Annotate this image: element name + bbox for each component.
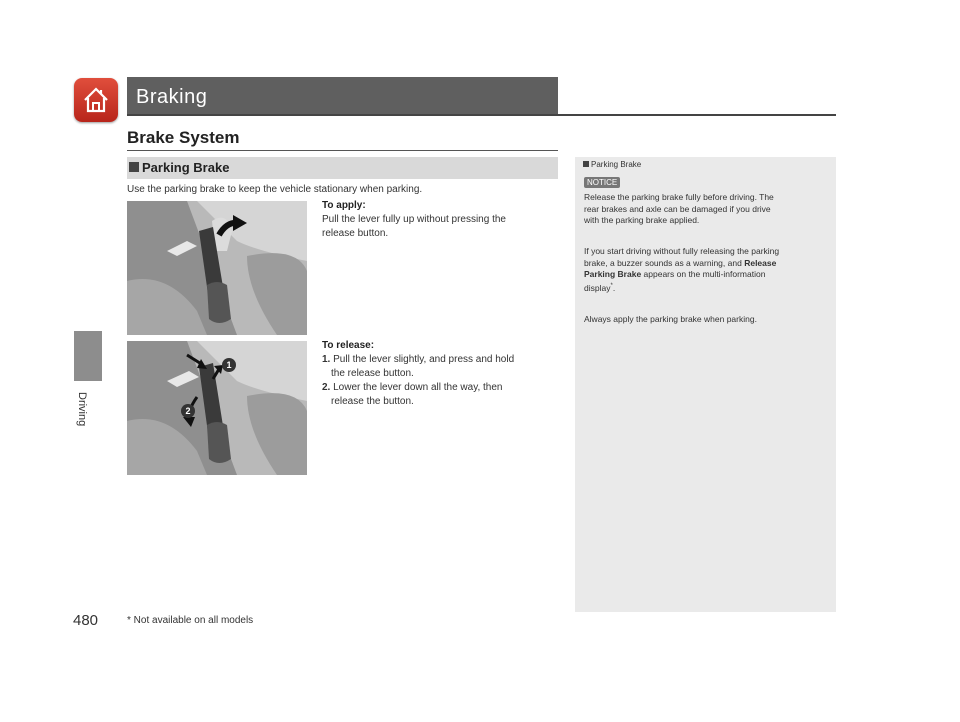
apply-instructions — [322, 199, 506, 241]
chapter-label: Driving — [76, 392, 88, 427]
sidebar-caption: Parking Brake — [583, 160, 641, 169]
release-step-1: 1. Pull the lever slightly, and press and hold the release button. — [322, 354, 515, 379]
callout-2: 2 — [181, 404, 195, 418]
notice-text: Release the parking brake fully before driving. The rear brakes and axle can be damaged if you drive with the parking brake applied. — [584, 192, 774, 225]
release-heading: To release: — [322, 340, 375, 351]
page-title: Braking — [136, 86, 208, 108]
apply-heading: To apply: — [322, 200, 366, 211]
title-divider — [127, 114, 836, 116]
chapter-tab[interactable] — [74, 331, 102, 381]
apply-text-line2: release button. — [322, 228, 389, 239]
reference-icon — [583, 161, 589, 167]
page-title-bar — [127, 77, 558, 115]
intro-text: Use the parking brake to keep the vehicle stationary when parking. — [127, 184, 423, 195]
square-bullet-icon — [129, 162, 139, 172]
release-instructions — [322, 339, 514, 409]
section-divider — [127, 150, 558, 151]
subsection-header — [127, 157, 558, 179]
home-icon — [81, 85, 111, 115]
page-number: 480 — [73, 612, 99, 629]
section-title: Brake System — [127, 128, 240, 147]
reminder-paragraph: Always apply the parking brake when parking. — [584, 314, 757, 324]
warning-paragraph: If you start driving without fully releasing the parking brake, a buzzer sounds as a warning, and Release Parking Brake appears on the multi-information display*. — [584, 246, 780, 293]
apply-illustration — [127, 201, 307, 335]
release-step-2: 2. Lower the lever down all the way, then release the button. — [322, 382, 503, 407]
release-illustration — [127, 341, 307, 475]
callout-1: 1 — [222, 358, 236, 372]
subsection-title: Parking Brake — [142, 160, 230, 175]
footnote: * Not available on all models — [127, 615, 254, 626]
apply-text-line1: Pull the lever fully up without pressing the — [322, 214, 506, 225]
home-button[interactable] — [74, 78, 118, 122]
notice-badge: NOTICE — [584, 177, 620, 188]
notes-sidebar — [575, 157, 836, 612]
